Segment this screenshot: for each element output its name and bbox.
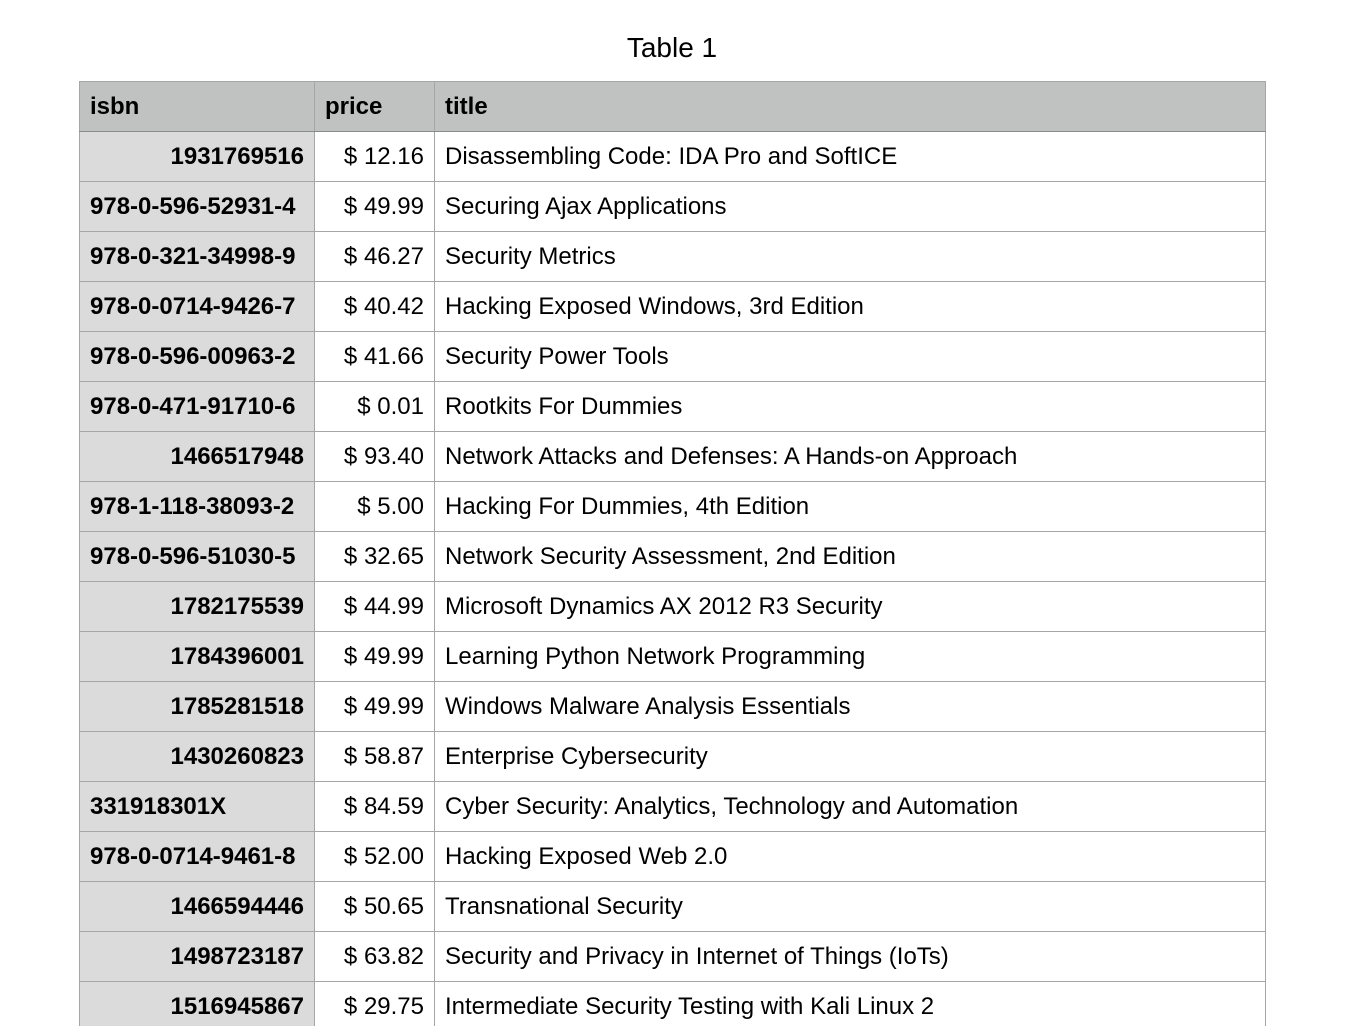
cell-isbn[interactable]: 1466594446: [80, 882, 315, 932]
cell-title[interactable]: Transnational Security: [435, 882, 1266, 932]
table-row: [80, 432, 1266, 482]
table-row: [80, 232, 1266, 282]
cell-price[interactable]: $ 93.40: [315, 432, 435, 482]
cell-price[interactable]: $ 84.59: [315, 782, 435, 832]
cell-price[interactable]: $ 49.99: [315, 632, 435, 682]
cell-title[interactable]: Security and Privacy in Internet of Things (IoTs): [435, 932, 1266, 982]
table-row: [80, 732, 1266, 782]
cell-isbn[interactable]: 1516945867: [80, 982, 315, 1026]
cell-isbn[interactable]: 1498723187: [80, 932, 315, 982]
cell-price[interactable]: $ 50.65: [315, 882, 435, 932]
cell-isbn[interactable]: 978-0-596-51030-5: [80, 532, 315, 582]
table-row: [80, 332, 1266, 382]
cell-title[interactable]: Rootkits For Dummies: [435, 382, 1266, 432]
cell-title[interactable]: Hacking For Dummies, 4th Edition: [435, 482, 1266, 532]
cell-title[interactable]: Hacking Exposed Web 2.0: [435, 832, 1266, 882]
table-row: [80, 382, 1266, 432]
cell-price[interactable]: $ 5.00: [315, 482, 435, 532]
cell-price[interactable]: $ 58.87: [315, 732, 435, 782]
cell-title[interactable]: Intermediate Security Testing with Kali Linux 2: [435, 982, 1266, 1026]
table-row: [80, 832, 1266, 882]
cell-price[interactable]: $ 32.65: [315, 532, 435, 582]
table-row: [80, 282, 1266, 332]
table-row: [80, 482, 1266, 532]
cell-isbn[interactable]: 978-1-118-38093-2: [80, 482, 315, 532]
table-row: [80, 532, 1266, 582]
cell-title[interactable]: Security Power Tools: [435, 332, 1266, 382]
cell-isbn[interactable]: 1785281518: [80, 682, 315, 732]
table-row: [80, 932, 1266, 982]
cell-title[interactable]: Security Metrics: [435, 232, 1266, 282]
column-header-isbn[interactable]: isbn: [80, 82, 315, 132]
cell-isbn[interactable]: 978-0-0714-9426-7: [80, 282, 315, 332]
cell-isbn[interactable]: 978-0-596-52931-4: [80, 182, 315, 232]
table-body: [80, 132, 1266, 1026]
data-table: [79, 81, 1266, 1026]
table-row: [80, 882, 1266, 932]
data-table-container: [79, 81, 1265, 1026]
cell-isbn[interactable]: 1466517948: [80, 432, 315, 482]
header-row: [80, 82, 1266, 132]
cell-title[interactable]: Enterprise Cybersecurity: [435, 732, 1266, 782]
cell-title[interactable]: Windows Malware Analysis Essentials: [435, 682, 1266, 732]
cell-isbn[interactable]: 331918301X: [80, 782, 315, 832]
cell-price[interactable]: $ 0.01: [315, 382, 435, 432]
cell-price[interactable]: $ 44.99: [315, 582, 435, 632]
cell-isbn[interactable]: 1784396001: [80, 632, 315, 682]
table-row: [80, 132, 1266, 182]
cell-price[interactable]: $ 52.00: [315, 832, 435, 882]
cell-title[interactable]: Network Attacks and Defenses: A Hands-on Approach: [435, 432, 1266, 482]
cell-price[interactable]: $ 29.75: [315, 982, 435, 1026]
cell-title[interactable]: Learning Python Network Programming: [435, 632, 1266, 682]
cell-price[interactable]: $ 49.99: [315, 182, 435, 232]
cell-title[interactable]: Disassembling Code: IDA Pro and SoftICE: [435, 132, 1266, 182]
column-header-price[interactable]: price: [315, 82, 435, 132]
cell-price[interactable]: $ 40.42: [315, 282, 435, 332]
table-row: [80, 682, 1266, 732]
cell-price[interactable]: $ 46.27: [315, 232, 435, 282]
table-row: [80, 632, 1266, 682]
cell-isbn[interactable]: 978-0-321-34998-9: [80, 232, 315, 282]
cell-isbn[interactable]: 1782175539: [80, 582, 315, 632]
cell-title[interactable]: Microsoft Dynamics AX 2012 R3 Security: [435, 582, 1266, 632]
cell-price[interactable]: $ 63.82: [315, 932, 435, 982]
table-row: [80, 582, 1266, 632]
cell-title[interactable]: Network Security Assessment, 2nd Edition: [435, 532, 1266, 582]
cell-isbn[interactable]: 978-0-471-91710-6: [80, 382, 315, 432]
cell-title[interactable]: Hacking Exposed Windows, 3rd Edition: [435, 282, 1266, 332]
table-row: [80, 982, 1266, 1026]
cell-isbn[interactable]: 1931769516: [80, 132, 315, 182]
cell-isbn[interactable]: 1430260823: [80, 732, 315, 782]
cell-price[interactable]: $ 49.99: [315, 682, 435, 732]
column-header-title[interactable]: title: [435, 82, 1266, 132]
table-row: [80, 782, 1266, 832]
table-title: Table 1: [626, 32, 718, 63]
cell-title[interactable]: Cyber Security: Analytics, Technology and Automation: [435, 782, 1266, 832]
cell-price[interactable]: $ 12.16: [315, 132, 435, 182]
cell-isbn[interactable]: 978-0-0714-9461-8: [80, 832, 315, 882]
table-row: [80, 182, 1266, 232]
cell-price[interactable]: $ 41.66: [315, 332, 435, 382]
cell-title[interactable]: Securing Ajax Applications: [435, 182, 1266, 232]
cell-isbn[interactable]: 978-0-596-00963-2: [80, 332, 315, 382]
